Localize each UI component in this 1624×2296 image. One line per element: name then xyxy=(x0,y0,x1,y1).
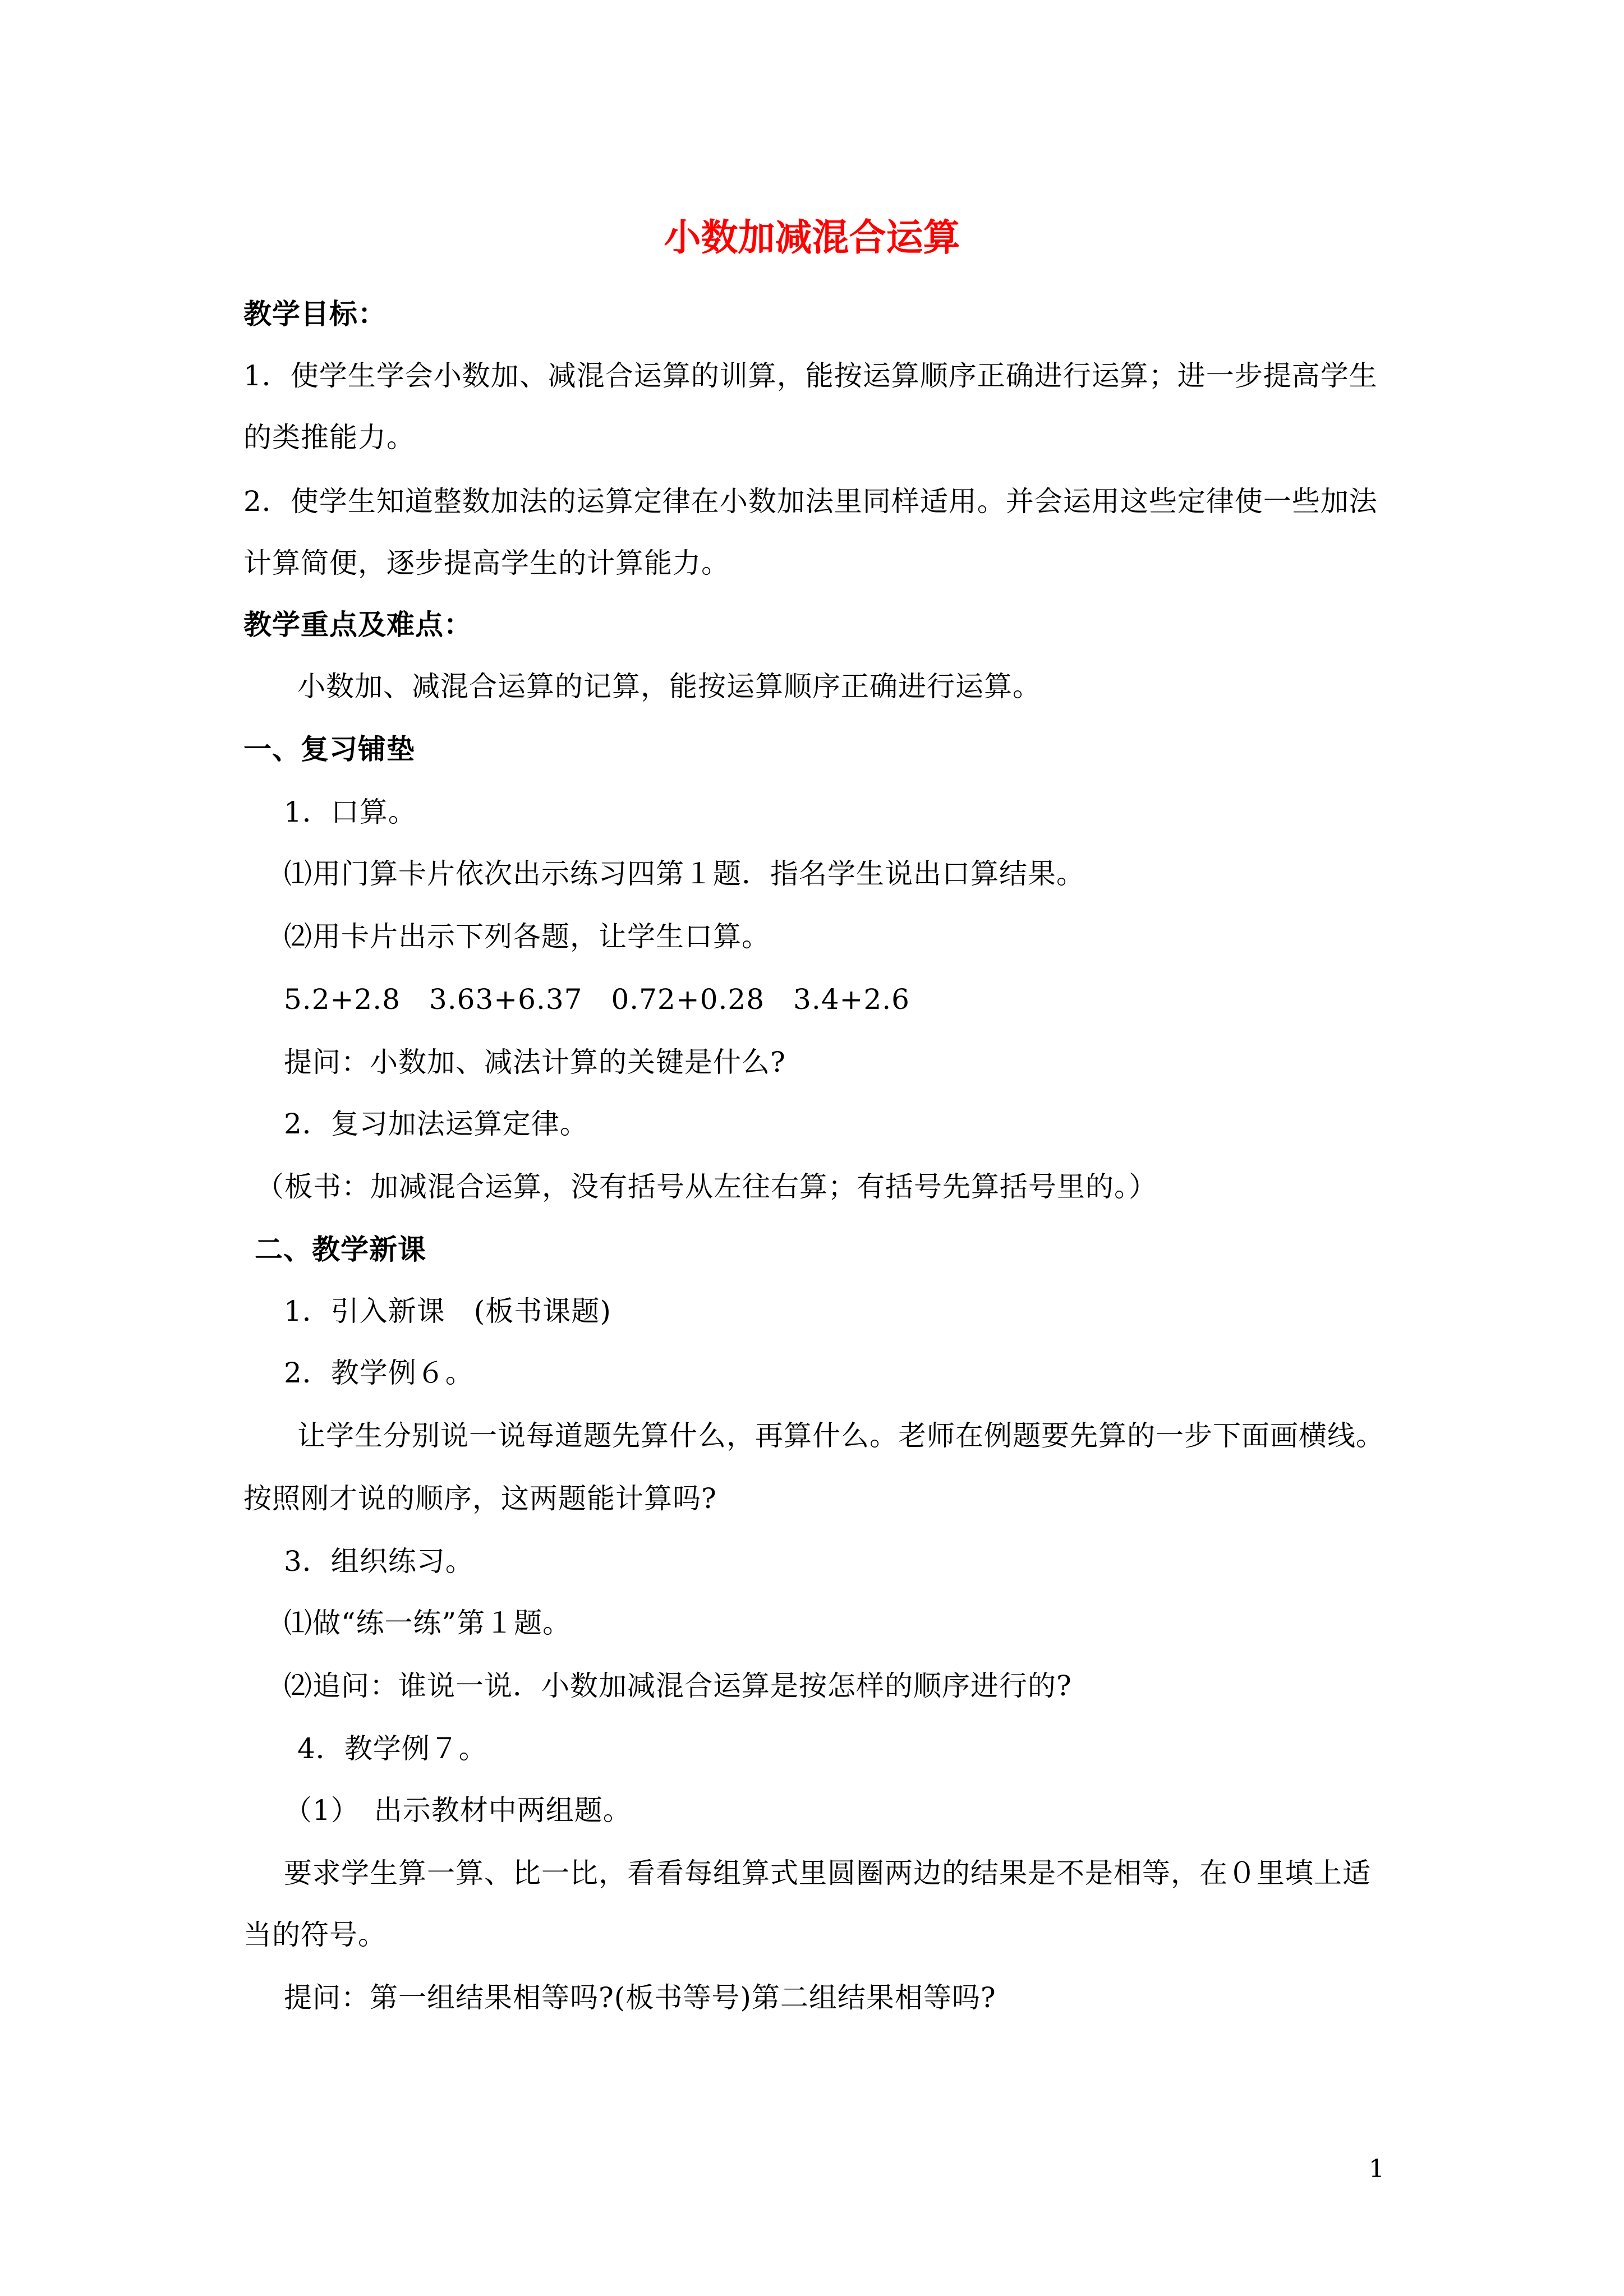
heading-teaching-goals: 教学目标： xyxy=(243,297,387,330)
heading-new-lesson: 二、教学新课 xyxy=(255,1233,426,1266)
paragraph-line: ⑴用门算卡片依次出示练习四第１题．指名学生说出口算结果。 xyxy=(284,857,1085,890)
page-number: 1 xyxy=(1369,2155,1384,2183)
paragraph-line: 1．口算。 xyxy=(284,796,417,828)
paragraph-line: ⑵追问：谁说一说．小数加减混合运算是按怎样的顺序进行的? xyxy=(284,1670,1072,1702)
paragraph-line: 小数加、减混合运算的记算，能按运算顺序正确进行运算。 xyxy=(297,670,1041,703)
paragraph-line: 1．使学生学会小数加、减混合运算的训算，能按运算顺序正确进行运算；进一步提高学生 xyxy=(243,359,1378,392)
paragraph-line: 计算简便，逐步提高学生的计算能力。 xyxy=(243,547,730,579)
equation-line: 5.2+2.8 3.63+6.37 0.72+0.28 3.4+2.6 xyxy=(284,983,910,1016)
paragraph-line: （1） 出示教材中两组题。 xyxy=(284,1794,632,1827)
paragraph-line: 提问：第一组结果相等吗?(板书等号)第二组结果相等吗? xyxy=(284,1981,996,2014)
paragraph-line: 3．组织练习。 xyxy=(284,1545,474,1578)
paragraph-line: 提问：小数加、减法计算的关键是什么? xyxy=(284,1046,786,1078)
paragraph-line: ⑵用卡片出示下列各题，让学生口算。 xyxy=(284,920,770,953)
paragraph-line: 2．教学例６。 xyxy=(284,1357,474,1389)
paragraph-line: ⑴做“练一练”第１题。 xyxy=(284,1607,572,1639)
paragraph-line: 当的符号。 xyxy=(243,1919,387,1951)
paragraph-line: 要求学生算一算、比一比，看看每组算式里圆圈两边的结果是不是相等，在０里填上适 xyxy=(284,1857,1371,1889)
heading-review: 一、复习铺垫 xyxy=(243,732,415,766)
paragraph-line: 让学生分别说一说每道题先算什么，再算什么。老师在例题要先算的一步下面画横线。 xyxy=(297,1419,1384,1452)
paragraph-line: （板书：加减混合运算，没有括号从左往右算；有括号先算括号里的。） xyxy=(256,1170,1157,1203)
paragraph-line: 按照刚才说的顺序，这两题能计算吗? xyxy=(243,1482,717,1515)
document-title: 小数加减混合运算 xyxy=(664,215,960,259)
paragraph-line: 4．教学例７。 xyxy=(297,1732,487,1765)
heading-key-points: 教学重点及难点： xyxy=(243,608,472,641)
paragraph-line: 的类推能力。 xyxy=(243,421,415,454)
paragraph-line: 2．使学生知道整数加法的运算定律在小数加法里同样适用。并会运用这些定律使一些加法 xyxy=(243,485,1378,518)
paragraph-line: 1．引入新课 (板书课题) xyxy=(284,1295,611,1327)
paragraph-line: 2．复习加法运算定律。 xyxy=(284,1108,588,1140)
